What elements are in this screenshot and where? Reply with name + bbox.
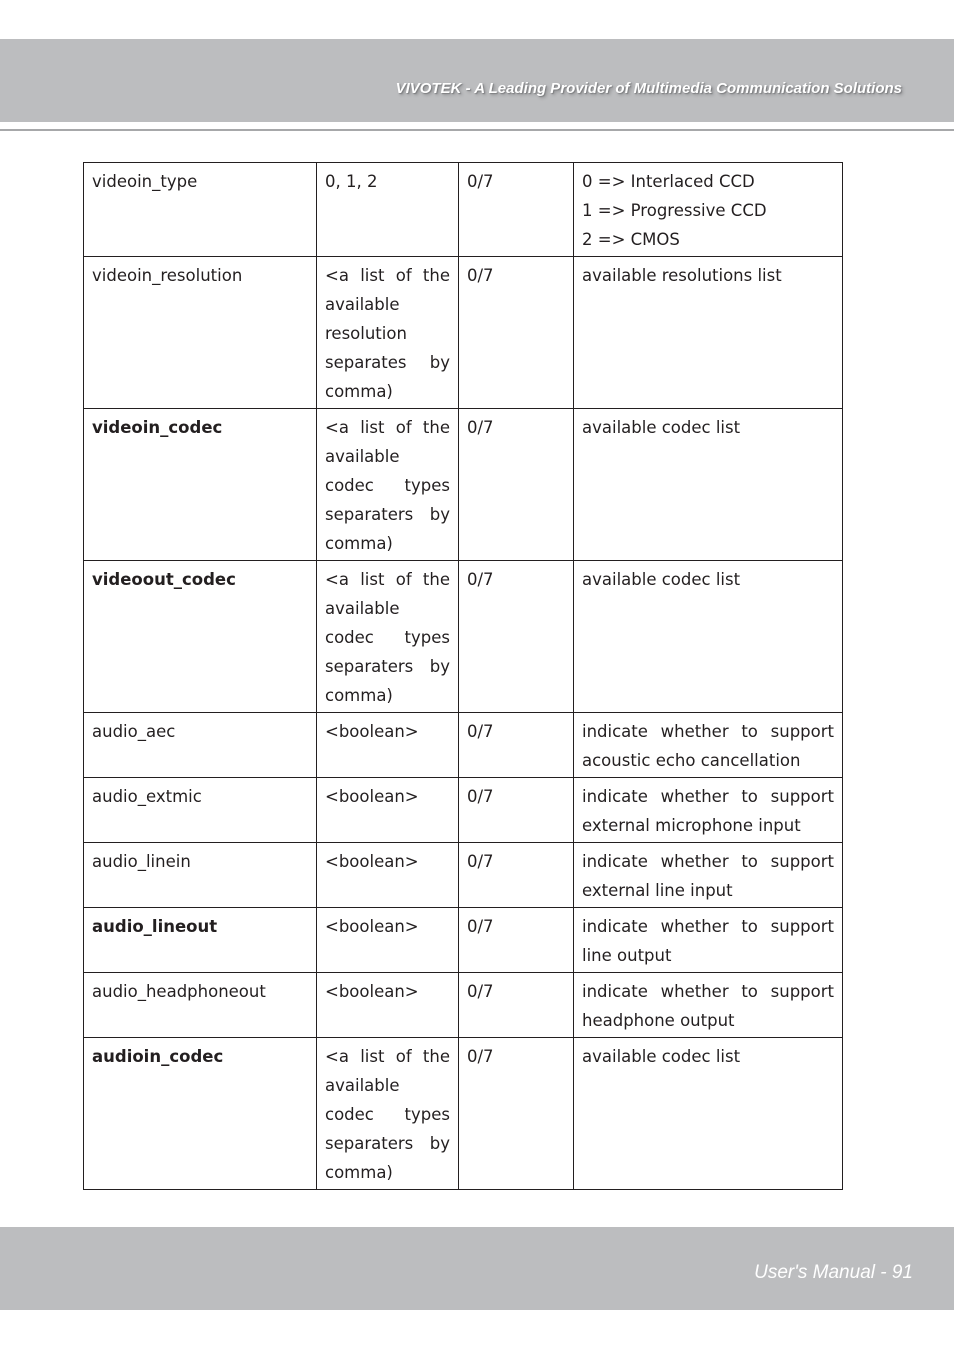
parameter-value: <a list of the available resolution separates by comma) [317,257,459,409]
parameter-name: videoin_type [84,163,317,257]
description-line: available codec list [582,570,741,589]
table-row [84,778,843,843]
parameter-name: audioin_codec [84,1038,317,1190]
parameter-table-body [84,163,843,1190]
parameter-name: audio_lineout [84,908,317,973]
table-row [84,409,843,561]
parameter-description [574,163,843,257]
parameter-value: <a list of the available codec types separaters by comma) [317,561,459,713]
table-row [84,1038,843,1190]
parameter-security: 0/7 [459,973,574,1038]
description-line: available codec list [582,1047,741,1066]
header-band [0,39,954,122]
parameter-security: 0/7 [459,843,574,908]
parameter-name: audio_aec [84,713,317,778]
parameter-security: 0/7 [459,163,574,257]
table-row [84,713,843,778]
table-row [84,908,843,973]
description-line: indicate whether to support line output [582,917,834,965]
description-line: available resolutions list [582,266,782,285]
description-line: available codec list [582,418,741,437]
table-row [84,973,843,1038]
header-rule [0,129,954,131]
parameter-description [574,843,843,908]
description-line: indicate whether to support external line input [582,852,834,900]
parameter-value: <boolean> [317,908,459,973]
parameter-description [574,561,843,713]
parameter-security: 0/7 [459,713,574,778]
parameter-table [83,162,843,1190]
parameter-security: 0/7 [459,1038,574,1190]
description-line: indicate whether to support acoustic echo cancellation [582,722,834,770]
description-line: 1 => Progressive CCD [582,201,767,220]
parameter-description [574,257,843,409]
parameter-description [574,778,843,843]
footer-band [0,1227,954,1310]
parameter-value: <a list of the available codec types separaters by comma) [317,1038,459,1190]
description-line: 2 => CMOS [582,230,680,249]
parameter-description [574,409,843,561]
table-row [84,843,843,908]
header-title: VIVOTEK - A Leading Provider of Multimedia Communication Solutions [395,80,902,97]
parameter-description [574,973,843,1038]
parameter-name: videoin_codec [84,409,317,561]
table-row [84,163,843,257]
parameter-security: 0/7 [459,778,574,843]
parameter-name: audio_linein [84,843,317,908]
description-line: indicate whether to support external microphone input [582,787,834,835]
parameter-description [574,1038,843,1190]
parameter-value: <a list of the available codec types separaters by comma) [317,409,459,561]
parameter-value: <boolean> [317,843,459,908]
parameter-security: 0/7 [459,908,574,973]
description-line: 0 => Interlaced CCD [582,172,755,191]
parameter-value: <boolean> [317,973,459,1038]
parameter-description [574,713,843,778]
description-line: indicate whether to support headphone output [582,982,834,1030]
table-row [84,257,843,409]
parameter-value: <boolean> [317,778,459,843]
table-row [84,561,843,713]
parameter-security: 0/7 [459,257,574,409]
page-number: User's Manual - 91 [754,1262,913,1283]
parameter-name: audio_headphoneout [84,973,317,1038]
parameter-security: 0/7 [459,409,574,561]
parameter-description [574,908,843,973]
parameter-security: 0/7 [459,561,574,713]
parameter-name: audio_extmic [84,778,317,843]
parameter-value: <boolean> [317,713,459,778]
parameter-value: 0, 1, 2 [317,163,459,257]
parameter-name: videoout_codec [84,561,317,713]
parameter-name: videoin_resolution [84,257,317,409]
